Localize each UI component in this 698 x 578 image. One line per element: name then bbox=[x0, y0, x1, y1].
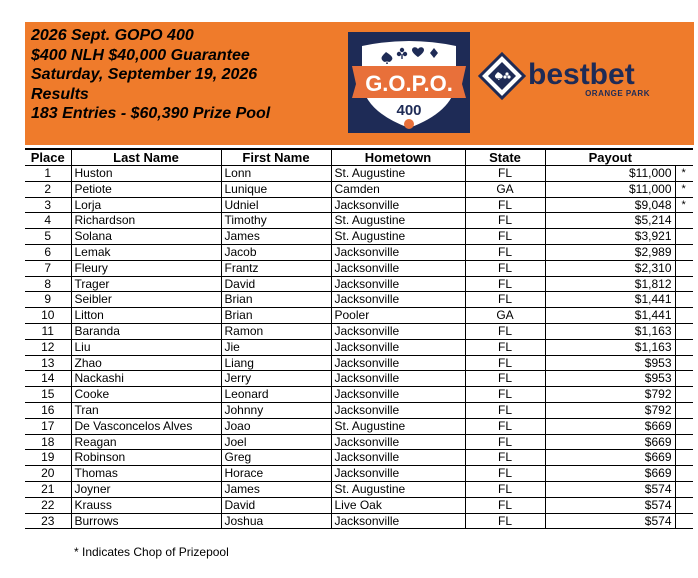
last-name-cell: Nackashi bbox=[71, 371, 221, 387]
results-body bbox=[25, 166, 693, 529]
first-name-cell: Ramon bbox=[221, 323, 331, 339]
chop-marker-cell: * bbox=[675, 197, 693, 213]
first-name-cell: David bbox=[221, 497, 331, 513]
payout-cell: $1,163 bbox=[545, 339, 675, 355]
state-cell: FL bbox=[465, 434, 545, 450]
state-cell: FL bbox=[465, 450, 545, 466]
table-row bbox=[25, 497, 693, 513]
table-row bbox=[25, 260, 693, 276]
state-cell: FL bbox=[465, 371, 545, 387]
hometown-cell: Jacksonville bbox=[331, 402, 465, 418]
hometown-cell: Jacksonville bbox=[331, 244, 465, 260]
place-cell: 23 bbox=[25, 513, 71, 529]
table-row bbox=[25, 402, 693, 418]
event-date: Saturday, September 19, 2026 bbox=[31, 66, 258, 84]
hometown-cell: Jacksonville bbox=[331, 197, 465, 213]
table-row bbox=[25, 371, 693, 387]
payout-cell: $574 bbox=[545, 497, 675, 513]
chop-marker-cell bbox=[675, 434, 693, 450]
place-cell: 13 bbox=[25, 355, 71, 371]
table-row bbox=[25, 513, 693, 529]
gopo-logo-text: G.O.P.O. bbox=[365, 71, 453, 96]
hometown-cell: Jacksonville bbox=[331, 339, 465, 355]
first-name-cell: Brian bbox=[221, 292, 331, 308]
hometown-cell: St. Augustine bbox=[331, 213, 465, 229]
payout-cell: $11,000 bbox=[545, 166, 675, 182]
first-name-cell: Leonard bbox=[221, 387, 331, 403]
payout-cell: $953 bbox=[545, 355, 675, 371]
table-row bbox=[25, 292, 693, 308]
last-name-cell: Cooke bbox=[71, 387, 221, 403]
hometown-cell: Jacksonville bbox=[331, 387, 465, 403]
payout-cell: $1,812 bbox=[545, 276, 675, 292]
bestbet-diamond-icon bbox=[480, 54, 524, 98]
header-first-name: First Name bbox=[221, 149, 331, 166]
place-cell: 10 bbox=[25, 308, 71, 324]
payout-cell: $792 bbox=[545, 387, 675, 403]
table-row bbox=[25, 213, 693, 229]
last-name-cell: Baranda bbox=[71, 323, 221, 339]
payout-cell: $2,310 bbox=[545, 260, 675, 276]
state-cell: FL bbox=[465, 466, 545, 482]
table-row bbox=[25, 276, 693, 292]
state-cell: FL bbox=[465, 244, 545, 260]
state-cell: FL bbox=[465, 387, 545, 403]
event-guarantee: $400 NLH $40,000 Guarantee bbox=[31, 46, 250, 64]
first-name-cell: James bbox=[221, 481, 331, 497]
chop-footnote: * Indicates Chop of Prizepool bbox=[74, 545, 229, 559]
place-cell: 18 bbox=[25, 434, 71, 450]
first-name-cell: Timothy bbox=[221, 213, 331, 229]
last-name-cell: Zhao bbox=[71, 355, 221, 371]
state-cell: FL bbox=[465, 213, 545, 229]
chop-marker-cell bbox=[675, 418, 693, 434]
payout-cell: $792 bbox=[545, 402, 675, 418]
first-name-cell: Jacob bbox=[221, 244, 331, 260]
payout-cell: $1,163 bbox=[545, 323, 675, 339]
payout-cell: $1,441 bbox=[545, 308, 675, 324]
last-name-cell: Lorja bbox=[71, 197, 221, 213]
place-cell: 7 bbox=[25, 260, 71, 276]
payout-cell: $574 bbox=[545, 513, 675, 529]
last-name-cell: Seibler bbox=[71, 292, 221, 308]
chop-marker-cell bbox=[675, 213, 693, 229]
table-row bbox=[25, 308, 693, 324]
last-name-cell: Thomas bbox=[71, 466, 221, 482]
chop-marker-cell: * bbox=[675, 166, 693, 182]
place-cell: 9 bbox=[25, 292, 71, 308]
chop-marker-cell bbox=[675, 229, 693, 245]
table-row bbox=[25, 355, 693, 371]
place-cell: 17 bbox=[25, 418, 71, 434]
place-cell: 1 bbox=[25, 166, 71, 182]
state-cell: FL bbox=[465, 402, 545, 418]
header-hometown: Hometown bbox=[331, 149, 465, 166]
table-row bbox=[25, 466, 693, 482]
hometown-cell: St. Augustine bbox=[331, 166, 465, 182]
last-name-cell: Solana bbox=[71, 229, 221, 245]
chop-marker-cell bbox=[675, 402, 693, 418]
payout-cell: $669 bbox=[545, 434, 675, 450]
hometown-cell: St. Augustine bbox=[331, 418, 465, 434]
state-cell: GA bbox=[465, 308, 545, 324]
payout-cell: $1,441 bbox=[545, 292, 675, 308]
payout-cell: $5,214 bbox=[545, 213, 675, 229]
first-name-cell: Joao bbox=[221, 418, 331, 434]
state-cell: FL bbox=[465, 292, 545, 308]
hometown-cell: Camden bbox=[331, 181, 465, 197]
state-cell: FL bbox=[465, 229, 545, 245]
payout-cell: $669 bbox=[545, 418, 675, 434]
place-cell: 22 bbox=[25, 497, 71, 513]
header-last-name: Last Name bbox=[71, 149, 221, 166]
header-payout: Payout bbox=[545, 149, 675, 166]
first-name-cell: Jerry bbox=[221, 371, 331, 387]
event-title: 2026 Sept. GOPO 400 bbox=[31, 27, 194, 44]
first-name-cell: Frantz bbox=[221, 260, 331, 276]
payout-cell: $953 bbox=[545, 371, 675, 387]
state-cell: FL bbox=[465, 323, 545, 339]
state-cell: FL bbox=[465, 418, 545, 434]
first-name-cell: Johnny bbox=[221, 402, 331, 418]
chop-marker-cell bbox=[675, 292, 693, 308]
last-name-cell: Litton bbox=[71, 308, 221, 324]
chop-marker-cell bbox=[675, 276, 693, 292]
payout-cell: $669 bbox=[545, 450, 675, 466]
chop-marker-cell bbox=[675, 497, 693, 513]
first-name-cell: Jie bbox=[221, 339, 331, 355]
first-name-cell: Udniel bbox=[221, 197, 331, 213]
first-name-cell: Lonn bbox=[221, 166, 331, 182]
bestbet-location: ORANGE PARK bbox=[585, 89, 650, 98]
last-name-cell: Joyner bbox=[71, 481, 221, 497]
place-cell: 21 bbox=[25, 481, 71, 497]
chop-marker-cell bbox=[675, 339, 693, 355]
first-name-cell: Joel bbox=[221, 434, 331, 450]
chop-marker-cell bbox=[675, 355, 693, 371]
hometown-cell: Jacksonville bbox=[331, 323, 465, 339]
table-row bbox=[25, 229, 693, 245]
table-row bbox=[25, 481, 693, 497]
table-row bbox=[25, 244, 693, 260]
state-cell: GA bbox=[465, 181, 545, 197]
hometown-cell: Jacksonville bbox=[331, 276, 465, 292]
hometown-cell: Jacksonville bbox=[331, 434, 465, 450]
last-name-cell: De Vasconcelos Alves bbox=[71, 418, 221, 434]
place-cell: 11 bbox=[25, 323, 71, 339]
state-cell: FL bbox=[465, 260, 545, 276]
header-place: Place bbox=[25, 149, 71, 166]
place-cell: 16 bbox=[25, 402, 71, 418]
chop-marker-cell bbox=[675, 513, 693, 529]
results-label: Results bbox=[31, 85, 89, 103]
state-cell: FL bbox=[465, 197, 545, 213]
place-cell: 12 bbox=[25, 339, 71, 355]
hometown-cell: St. Augustine bbox=[331, 481, 465, 497]
last-name-cell: Krauss bbox=[71, 497, 221, 513]
first-name-cell: Lunique bbox=[221, 181, 331, 197]
table-row bbox=[25, 387, 693, 403]
table-row bbox=[25, 434, 693, 450]
hometown-cell: Pooler bbox=[331, 308, 465, 324]
table-row bbox=[25, 339, 693, 355]
table-row bbox=[25, 418, 693, 434]
place-cell: 5 bbox=[25, 229, 71, 245]
header-state: State bbox=[465, 149, 545, 166]
chop-marker-cell bbox=[675, 466, 693, 482]
first-name-cell: Brian bbox=[221, 308, 331, 324]
header-chop-marker bbox=[675, 149, 693, 166]
results-table bbox=[25, 148, 693, 529]
chop-marker-cell bbox=[675, 371, 693, 387]
state-cell: FL bbox=[465, 481, 545, 497]
last-name-cell: Fleury bbox=[71, 260, 221, 276]
chop-marker-cell bbox=[675, 481, 693, 497]
hometown-cell: Jacksonville bbox=[331, 260, 465, 276]
payout-cell: $574 bbox=[545, 481, 675, 497]
chop-marker-cell bbox=[675, 308, 693, 324]
first-name-cell: James bbox=[221, 229, 331, 245]
first-name-cell: Greg bbox=[221, 450, 331, 466]
bestbet-wordmark: bestbet bbox=[528, 58, 635, 91]
table-row bbox=[25, 323, 693, 339]
place-cell: 2 bbox=[25, 181, 71, 197]
chop-marker-cell bbox=[675, 387, 693, 403]
place-cell: 20 bbox=[25, 466, 71, 482]
first-name-cell: Liang bbox=[221, 355, 331, 371]
payout-cell: $2,989 bbox=[545, 244, 675, 260]
last-name-cell: Lemak bbox=[71, 244, 221, 260]
table-row bbox=[25, 166, 693, 182]
gopo-logo-number: 400 bbox=[396, 102, 422, 119]
table-row bbox=[25, 450, 693, 466]
place-cell: 19 bbox=[25, 450, 71, 466]
first-name-cell: Joshua bbox=[221, 513, 331, 529]
last-name-cell: Burrows bbox=[71, 513, 221, 529]
hometown-cell: St. Augustine bbox=[331, 229, 465, 245]
hometown-cell: Jacksonville bbox=[331, 466, 465, 482]
chop-marker-cell bbox=[675, 260, 693, 276]
bestbet-logo bbox=[478, 50, 658, 106]
first-name-cell: Horace bbox=[221, 466, 331, 482]
chop-marker-cell bbox=[675, 450, 693, 466]
hometown-cell: Jacksonville bbox=[331, 292, 465, 308]
chop-marker-cell bbox=[675, 323, 693, 339]
first-name-cell: David bbox=[221, 276, 331, 292]
last-name-cell: Huston bbox=[71, 166, 221, 182]
chop-marker-cell bbox=[675, 244, 693, 260]
payout-cell: $9,048 bbox=[545, 197, 675, 213]
payout-cell: $669 bbox=[545, 466, 675, 482]
state-cell: FL bbox=[465, 166, 545, 182]
place-cell: 14 bbox=[25, 371, 71, 387]
place-cell: 8 bbox=[25, 276, 71, 292]
last-name-cell: Tran bbox=[71, 402, 221, 418]
state-cell: FL bbox=[465, 276, 545, 292]
last-name-cell: Richardson bbox=[71, 213, 221, 229]
table-row bbox=[25, 197, 693, 213]
table-header-row bbox=[25, 149, 693, 166]
state-cell: FL bbox=[465, 339, 545, 355]
place-cell: 3 bbox=[25, 197, 71, 213]
last-name-cell: Reagan bbox=[71, 434, 221, 450]
last-name-cell: Trager bbox=[71, 276, 221, 292]
state-cell: FL bbox=[465, 355, 545, 371]
gopo-badge-icon bbox=[404, 119, 414, 129]
hometown-cell: Jacksonville bbox=[331, 355, 465, 371]
payout-cell: $11,000 bbox=[545, 181, 675, 197]
last-name-cell: Petiote bbox=[71, 181, 221, 197]
hometown-cell: Jacksonville bbox=[331, 450, 465, 466]
state-cell: FL bbox=[465, 513, 545, 529]
last-name-cell: Liu bbox=[71, 339, 221, 355]
table-row bbox=[25, 181, 693, 197]
place-cell: 6 bbox=[25, 244, 71, 260]
state-cell: FL bbox=[465, 497, 545, 513]
entries-prize-pool: 183 Entries - $60,390 Prize Pool bbox=[31, 105, 271, 123]
payout-cell: $3,921 bbox=[545, 229, 675, 245]
chop-marker-cell: * bbox=[675, 181, 693, 197]
header-text-block bbox=[31, 26, 270, 124]
place-cell: 15 bbox=[25, 387, 71, 403]
hometown-cell: Jacksonville bbox=[331, 513, 465, 529]
place-cell: 4 bbox=[25, 213, 71, 229]
gopo-logo bbox=[348, 32, 470, 133]
hometown-cell: Jacksonville bbox=[331, 371, 465, 387]
last-name-cell: Robinson bbox=[71, 450, 221, 466]
hometown-cell: Live Oak bbox=[331, 497, 465, 513]
